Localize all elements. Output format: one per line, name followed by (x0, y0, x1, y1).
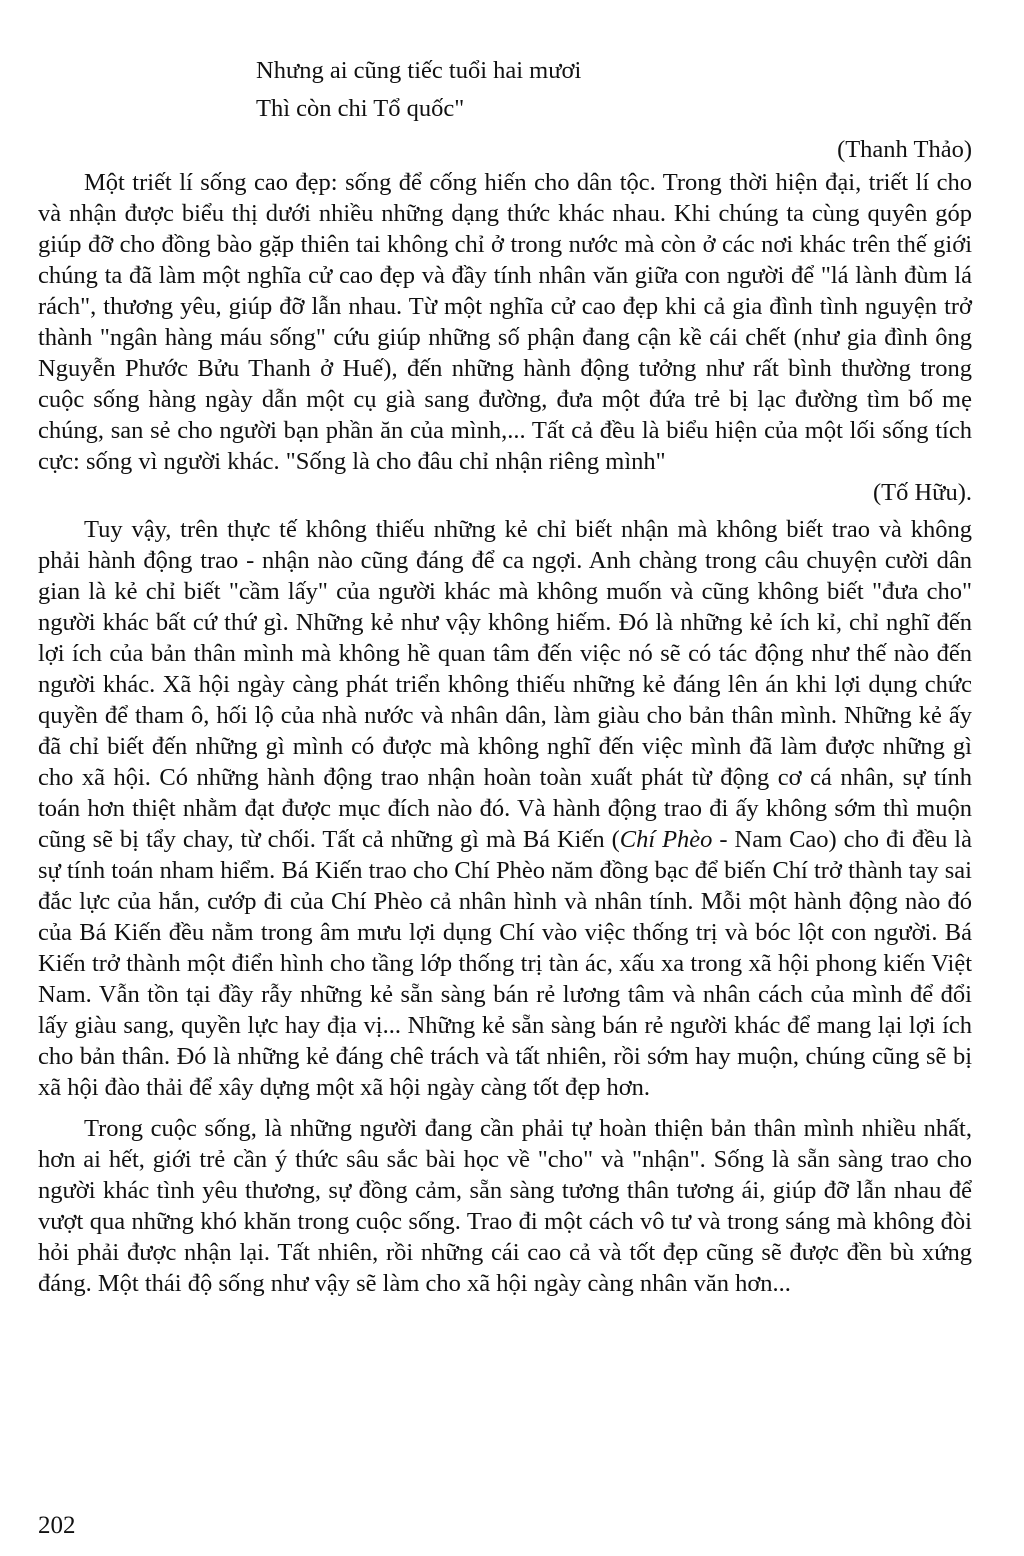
page-number: 202 (38, 1512, 76, 1539)
poem-quote (256, 52, 972, 128)
paragraph-2-text-start: Tuy vậy, trên thực tế không thiếu những kẻ chỉ biết nhận mà không biết trao và không phải hành động trao - nhận nào cũng đáng để ca ngợi. Anh chàng trong câu chuyện cười dân gian là kẻ chỉ biết "cầm lấy" của người khác mà không muốn và cũng không biết "đưa cho" người khác bất cứ thứ gì. Những kẻ như vậy không hiếm. Đó là những kẻ ích kỉ, chỉ nghĩ đến lợi ích của bản thân mình mà không hề quan tâm đến việc nó sẽ có tác động như thế nào đến người khác. Xã hội ngày càng phát triển không thiếu những kẻ đáng lên án khi lợi dụng chức quyền để tham ô, hối lộ của nhà nước và nhân dân, làm giàu cho bản thân mình. Những kẻ ấy đã chỉ biết đến những gì mình có được mà không nghĩ đến việc mình đã làm được những gì cho xã hội. Có những hành động trao nhận hoàn toàn xuất phát từ động cơ cá nhân, sự tính toán hơn thiệt nhằm đạt được mục đích nào đó. Và hành động trao đi ấy không sớm thì muộn cũng sẽ bị tẩy chay, từ chối. Tất cả những gì mà Bá Kiến ( (38, 516, 972, 853)
poem-line: Nhưng ai cũng tiếc tuổi hai mươi (256, 57, 582, 84)
paragraph-2 (38, 514, 972, 1103)
paragraph-1: Một triết lí sống cao đẹp: sống để cống hiến cho dân tộc. Trong thời hiện đại, triết lí cho và nhận được biểu thị dưới nhiều những dạng thức khác nhau. Khi chúng ta cùng quyên góp giúp đỡ cho đồng bào gặp thiên tai không chỉ ở trong nước mà còn ở các nơi khác trên thế giới chúng ta đã làm một nghĩa cử cao đẹp và đầy tính nhân văn giữa con người để "lá lành đùm lá rách", thương yêu, giúp đỡ lẫn nhau. Từ một nghĩa cử cao đẹp khi cả gia đình tình nguyện trở thành "ngân hàng máu sống" cứu giúp những số phận đang cận kề cái chết (như gia đình ông Nguyễn Phước Bửu Thanh ở Huế), đến những hành động tưởng như rất bình thường trong cuộc sống hàng ngày dẫn một cụ già sang đường, đưa một đứa trẻ bị lạc đường tìm bố mẹ chúng, san sẻ cho người bạn phần ăn của mình,... Tất cả đều là biểu hiện của một lối sống tích cực: sống vì người khác. "Sống là cho đâu chỉ nhận riêng mình" (38, 169, 972, 475)
paragraph-2-text-end: - Nam Cao) cho đi đều là sự tính toán nham hiểm. Bá Kiến trao cho Chí Phèo năm đồng bạc để biến Chí trở thành tay sai đắc lực của hắn, cướp đi của Chí Phèo cả nhân hình và nhân tính. Mỗi một hành động nào đó của Bá Kiến đều nằm trong âm mưu lợi dụng Chí vào việc thống trị và bóc lột con người. Bá Kiến trở thành một điển hình cho tầng lớp thống trị tàn ác, xấu xa trong xã hội phong kiến Việt Nam. Vẫn tồn tại đầy rẫy những kẻ sẵn sàng bán rẻ lương tâm và nhân cách của mình để đổi lấy giàu sang, quyền lực hay địa vị... Những kẻ sẵn sàng bán rẻ người khác để mang lại lợi ích cho bản thân. Đó là những kẻ đáng chê trách và tất nhiên, rồi sớm hay muộn, chúng cũng sẽ bị xã hội đào thải để xây dựng một xã hội ngày càng tốt đẹp hơn. (38, 826, 972, 1101)
poem-attribution: (Thanh Thảo) (837, 136, 972, 163)
paragraph-3: Trong cuộc sống, là những người đang cần phải tự hoàn thiện bản thân mình nhiều nhất, hơn ai hết, giới trẻ cần ý thức sâu sắc bài học về "cho" và "nhận". Sống là sẵn sàng trao cho người khác tình yêu thương, sự đồng cảm, sẵn sàng tương thân tương ái, giúp đỡ lẫn nhau để vượt qua những khó khăn trong cuộc sống. Trao đi một cách vô tư và trong sáng mà không đòi hỏi phải được nhận lại. Tất nhiên, rồi những cái cao cả và tốt đẹp cũng sẽ được đền bù xứng đáng. Một thái độ sống như vậy sẽ làm cho xã hội ngày càng nhân văn hơn... (38, 1115, 972, 1297)
paragraph-1-attribution: (Tố Hữu). (872, 479, 972, 506)
poem-line: Thì còn chi Tổ quốc" (256, 95, 465, 122)
work-title-chi-pheo: Chí Phèo (619, 826, 713, 853)
